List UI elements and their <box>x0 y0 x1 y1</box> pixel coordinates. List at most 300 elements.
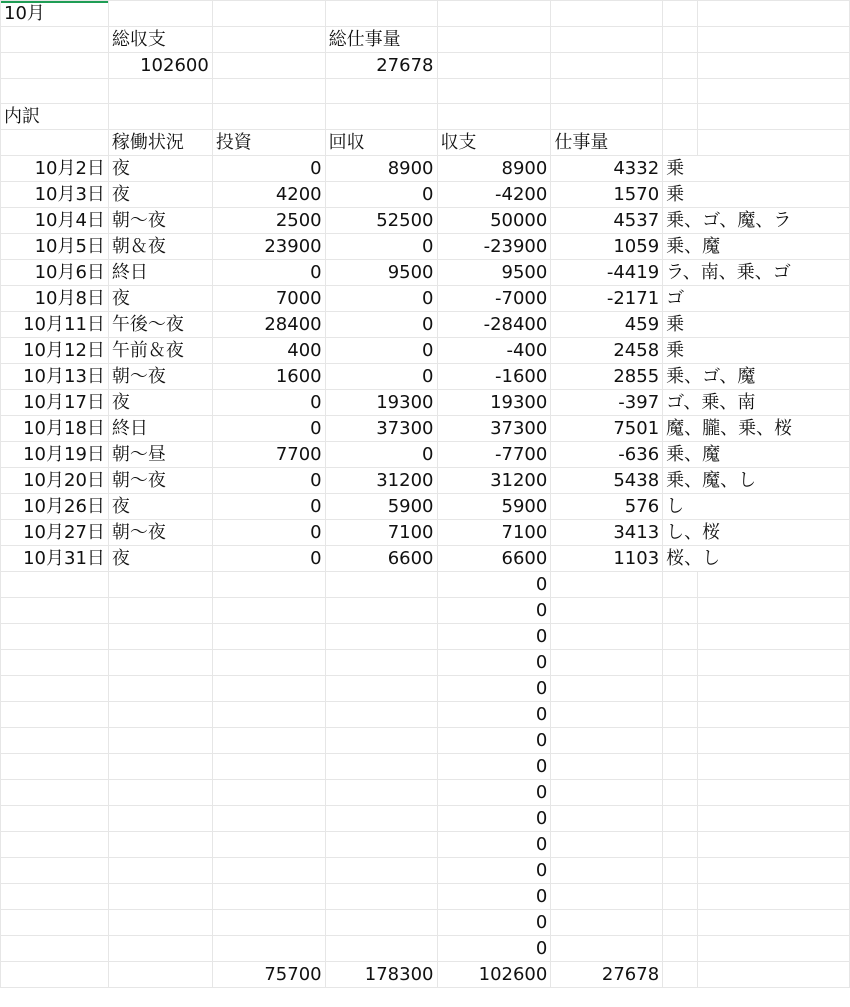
empty-cell[interactable] <box>698 806 850 832</box>
cell-balance[interactable]: 19300 <box>437 390 551 416</box>
empty-cell[interactable] <box>663 884 698 910</box>
cell-note[interactable]: し、桜 <box>663 520 850 546</box>
cell-recover[interactable]: 0 <box>325 312 437 338</box>
cell-balance[interactable]: 37300 <box>437 416 551 442</box>
cell-balance[interactable]: 0 <box>437 754 551 780</box>
total-balance-label[interactable]: 総収支 <box>108 27 212 53</box>
empty-cell[interactable] <box>212 910 325 936</box>
empty-cell[interactable] <box>698 130 850 156</box>
table-row <box>1 468 850 494</box>
cell-work[interactable]: 2458 <box>551 338 663 364</box>
empty-cell[interactable] <box>1 130 109 156</box>
empty-cell[interactable] <box>325 858 437 884</box>
cell-status[interactable]: 夜 <box>108 390 212 416</box>
cell-work[interactable]: 7501 <box>551 416 663 442</box>
empty-cell[interactable] <box>325 572 437 598</box>
cell-note[interactable]: 乗、魔 <box>663 234 850 260</box>
empty-cell[interactable] <box>1 858 109 884</box>
empty-cell[interactable] <box>551 1 663 27</box>
cell-recover[interactable]: 8900 <box>325 156 437 182</box>
cell-invest[interactable]: 0 <box>212 520 325 546</box>
cell-work[interactable]: 1059 <box>551 234 663 260</box>
empty-cell[interactable] <box>551 936 663 962</box>
empty-cell[interactable] <box>551 598 663 624</box>
cell-work[interactable]: 3413 <box>551 520 663 546</box>
cell-balance[interactable]: 7100 <box>437 520 551 546</box>
empty-cell[interactable] <box>663 624 698 650</box>
empty-cell[interactable] <box>663 650 698 676</box>
empty-cell[interactable] <box>437 79 551 104</box>
empty-cell[interactable] <box>437 53 551 79</box>
empty-cell[interactable] <box>698 936 850 962</box>
total-balance[interactable]: 102600 <box>437 962 551 988</box>
empty-cell[interactable] <box>663 1 698 27</box>
empty-cell[interactable] <box>1 650 109 676</box>
cell-balance[interactable]: 5900 <box>437 494 551 520</box>
empty-cell[interactable] <box>325 728 437 754</box>
cell-balance[interactable]: 0 <box>437 780 551 806</box>
cell-note[interactable]: 乗、魔 <box>663 442 850 468</box>
empty-cell[interactable] <box>108 884 212 910</box>
cell-date[interactable]: 10月3日 <box>1 182 109 208</box>
empty-cell[interactable] <box>551 832 663 858</box>
cell-work[interactable]: 576 <box>551 494 663 520</box>
empty-cell[interactable] <box>325 754 437 780</box>
cell-status[interactable]: 朝〜夜 <box>108 208 212 234</box>
cell-date[interactable]: 10月4日 <box>1 208 109 234</box>
empty-cell[interactable] <box>698 572 850 598</box>
empty-cell[interactable] <box>551 806 663 832</box>
empty-cell[interactable] <box>437 27 551 53</box>
cell-date[interactable]: 10月26日 <box>1 494 109 520</box>
header-recover[interactable]: 回収 <box>325 130 437 156</box>
cell-recover[interactable]: 0 <box>325 338 437 364</box>
empty-cell[interactable] <box>108 806 212 832</box>
cell-balance[interactable]: 50000 <box>437 208 551 234</box>
cell-recover[interactable]: 0 <box>325 442 437 468</box>
empty-cell[interactable] <box>437 104 551 130</box>
cell-note[interactable]: ゴ <box>663 286 850 312</box>
empty-cell[interactable] <box>212 858 325 884</box>
empty-cell[interactable] <box>108 910 212 936</box>
empty-cell[interactable] <box>212 728 325 754</box>
empty-cell[interactable] <box>663 858 698 884</box>
empty-cell[interactable] <box>1 598 109 624</box>
breakdown-label[interactable]: 内訳 <box>1 104 109 130</box>
cell-balance[interactable]: 0 <box>437 702 551 728</box>
empty-cell[interactable] <box>698 624 850 650</box>
cell-balance[interactable]: -28400 <box>437 312 551 338</box>
cell-recover[interactable]: 52500 <box>325 208 437 234</box>
cell-status[interactable]: 朝＆夜 <box>108 234 212 260</box>
empty-cell[interactable] <box>325 624 437 650</box>
cell-date[interactable]: 10月2日 <box>1 156 109 182</box>
cell-status[interactable]: 夜 <box>108 156 212 182</box>
empty-cell[interactable] <box>325 780 437 806</box>
cell-note[interactable]: 乗、ゴ、魔 <box>663 364 850 390</box>
cell-work[interactable]: 459 <box>551 312 663 338</box>
cell-recover[interactable]: 0 <box>325 286 437 312</box>
empty-cell[interactable] <box>551 104 663 130</box>
cell-date[interactable]: 10月8日 <box>1 286 109 312</box>
empty-cell[interactable] <box>663 598 698 624</box>
empty-cell[interactable] <box>698 728 850 754</box>
cell-recover[interactable]: 6600 <box>325 546 437 572</box>
cell-invest[interactable]: 7000 <box>212 286 325 312</box>
cell-invest[interactable]: 7700 <box>212 442 325 468</box>
empty-cell[interactable] <box>698 832 850 858</box>
cell-recover[interactable]: 0 <box>325 234 437 260</box>
empty-cell[interactable] <box>698 858 850 884</box>
cell-invest[interactable]: 1600 <box>212 364 325 390</box>
cell-work[interactable]: 2855 <box>551 364 663 390</box>
table-row <box>1 806 850 832</box>
cell-month[interactable]: 10月 <box>1 1 109 27</box>
empty-cell[interactable] <box>698 962 850 988</box>
empty-cell[interactable] <box>212 572 325 598</box>
cell-note[interactable]: 乗、ゴ、魔、ラ <box>663 208 850 234</box>
table-row <box>1 884 850 910</box>
cell-recover[interactable]: 9500 <box>325 260 437 286</box>
cell-status[interactable]: 午前＆夜 <box>108 338 212 364</box>
cell-invest[interactable]: 0 <box>212 546 325 572</box>
cell-status[interactable]: 朝〜昼 <box>108 442 212 468</box>
empty-cell[interactable] <box>663 53 698 79</box>
cell-balance[interactable]: 0 <box>437 884 551 910</box>
empty-cell[interactable] <box>551 650 663 676</box>
empty-cell[interactable] <box>212 104 325 130</box>
cell-recover[interactable]: 7100 <box>325 520 437 546</box>
cell-invest[interactable]: 4200 <box>212 182 325 208</box>
empty-cell[interactable] <box>663 27 698 53</box>
empty-cell[interactable] <box>325 702 437 728</box>
summary-value-row <box>1 53 850 79</box>
cell-balance[interactable]: -23900 <box>437 234 551 260</box>
empty-cell[interactable] <box>325 676 437 702</box>
empty-cell[interactable] <box>108 79 212 104</box>
cell-note[interactable]: 乗 <box>663 312 850 338</box>
empty-cell[interactable] <box>325 936 437 962</box>
empty-cell[interactable] <box>212 832 325 858</box>
empty-cell[interactable] <box>325 832 437 858</box>
cell-status[interactable]: 朝〜夜 <box>108 364 212 390</box>
table-row <box>1 832 850 858</box>
empty-cell[interactable] <box>108 702 212 728</box>
cell-date[interactable]: 10月18日 <box>1 416 109 442</box>
empty-cell[interactable] <box>551 624 663 650</box>
cell-recover[interactable]: 0 <box>325 364 437 390</box>
empty-cell[interactable] <box>212 53 325 79</box>
empty-cell[interactable] <box>663 806 698 832</box>
cell-recover[interactable]: 37300 <box>325 416 437 442</box>
cell-invest[interactable]: 0 <box>212 468 325 494</box>
empty-cell[interactable] <box>1 884 109 910</box>
cell-recover[interactable]: 5900 <box>325 494 437 520</box>
empty-cell[interactable] <box>663 832 698 858</box>
empty-cell[interactable] <box>698 910 850 936</box>
empty-cell[interactable] <box>698 754 850 780</box>
empty-cell[interactable] <box>1 962 109 988</box>
cell-invest[interactable]: 0 <box>212 416 325 442</box>
cell-work[interactable]: 1570 <box>551 182 663 208</box>
cell-status[interactable]: 終日 <box>108 260 212 286</box>
cell-status[interactable]: 朝〜夜 <box>108 520 212 546</box>
empty-cell[interactable] <box>108 624 212 650</box>
cell-date[interactable]: 10月20日 <box>1 468 109 494</box>
cell-balance[interactable]: 0 <box>437 910 551 936</box>
cell-balance[interactable]: 0 <box>437 676 551 702</box>
empty-cell[interactable] <box>551 780 663 806</box>
totals-row <box>1 962 850 988</box>
empty-cell[interactable] <box>1 702 109 728</box>
cell-note[interactable]: 乗 <box>663 156 850 182</box>
empty-cell[interactable] <box>1 806 109 832</box>
empty-cell[interactable] <box>212 780 325 806</box>
cell-invest[interactable]: 28400 <box>212 312 325 338</box>
cell-balance[interactable]: 6600 <box>437 546 551 572</box>
empty-cell[interactable] <box>325 806 437 832</box>
empty-cell[interactable] <box>698 53 850 79</box>
cell-note[interactable]: ゴ、乗、南 <box>663 390 850 416</box>
cell-note[interactable]: 乗 <box>663 182 850 208</box>
cell-balance[interactable]: -7000 <box>437 286 551 312</box>
empty-cell[interactable] <box>1 832 109 858</box>
cell-date[interactable]: 10月6日 <box>1 260 109 286</box>
cell-invest[interactable]: 0 <box>212 260 325 286</box>
header-work[interactable]: 仕事量 <box>551 130 663 156</box>
empty-cell[interactable] <box>1 27 109 53</box>
empty-cell[interactable] <box>551 53 663 79</box>
cell-work[interactable]: 1103 <box>551 546 663 572</box>
empty-cell[interactable] <box>212 598 325 624</box>
empty-cell[interactable] <box>1 624 109 650</box>
empty-cell[interactable] <box>325 650 437 676</box>
cell-balance[interactable]: 0 <box>437 832 551 858</box>
empty-cell[interactable] <box>663 780 698 806</box>
cell-status[interactable]: 午後〜夜 <box>108 312 212 338</box>
empty-cell[interactable] <box>108 754 212 780</box>
empty-cell[interactable] <box>663 728 698 754</box>
cell-balance[interactable]: 8900 <box>437 156 551 182</box>
cell-status[interactable]: 終日 <box>108 416 212 442</box>
cell-invest[interactable]: 23900 <box>212 234 325 260</box>
empty-cell[interactable] <box>1 936 109 962</box>
empty-cell[interactable] <box>551 676 663 702</box>
total-invest[interactable]: 75700 <box>212 962 325 988</box>
cell-date[interactable]: 10月11日 <box>1 312 109 338</box>
table-row <box>1 650 850 676</box>
empty-cell[interactable] <box>698 79 850 104</box>
empty-cell[interactable] <box>108 962 212 988</box>
empty-cell[interactable] <box>663 936 698 962</box>
cell-balance[interactable]: 0 <box>437 572 551 598</box>
empty-cell[interactable] <box>437 1 551 27</box>
cell-recover[interactable]: 0 <box>325 182 437 208</box>
cell-work[interactable]: -397 <box>551 390 663 416</box>
empty-cell[interactable] <box>663 130 698 156</box>
total-work[interactable]: 27678 <box>551 962 663 988</box>
empty-cell[interactable] <box>551 702 663 728</box>
table-row <box>1 858 850 884</box>
cell-date[interactable]: 10月31日 <box>1 546 109 572</box>
cell-recover[interactable]: 19300 <box>325 390 437 416</box>
cell-balance[interactable]: -1600 <box>437 364 551 390</box>
empty-cell[interactable] <box>108 572 212 598</box>
empty-cell[interactable] <box>108 676 212 702</box>
cell-note[interactable]: 桜、し <box>663 546 850 572</box>
empty-cell[interactable] <box>551 572 663 598</box>
empty-cell[interactable] <box>698 676 850 702</box>
cell-work[interactable]: 4332 <box>551 156 663 182</box>
empty-cell[interactable] <box>212 936 325 962</box>
table-row <box>1 936 850 962</box>
empty-cell[interactable] <box>698 104 850 130</box>
cell-status[interactable]: 夜 <box>108 286 212 312</box>
empty-cell[interactable] <box>663 676 698 702</box>
empty-cell[interactable] <box>698 27 850 53</box>
empty-cell[interactable] <box>212 676 325 702</box>
empty-cell[interactable] <box>108 936 212 962</box>
empty-cell[interactable] <box>212 624 325 650</box>
cell-note[interactable]: 乗 <box>663 338 850 364</box>
empty-cell[interactable] <box>1 79 109 104</box>
empty-cell[interactable] <box>108 832 212 858</box>
empty-cell[interactable] <box>325 598 437 624</box>
empty-cell[interactable] <box>663 572 698 598</box>
cell-balance[interactable]: 0 <box>437 806 551 832</box>
empty-cell[interactable] <box>663 754 698 780</box>
cell-date[interactable]: 10月17日 <box>1 390 109 416</box>
empty-cell[interactable] <box>325 910 437 936</box>
empty-cell[interactable] <box>698 598 850 624</box>
cell-invest[interactable]: 0 <box>212 494 325 520</box>
empty-cell[interactable] <box>108 1 212 27</box>
cell-balance[interactable]: 31200 <box>437 468 551 494</box>
empty-cell[interactable] <box>325 79 437 104</box>
empty-cell[interactable] <box>551 728 663 754</box>
empty-cell[interactable] <box>698 702 850 728</box>
table-row <box>1 208 850 234</box>
empty-cell[interactable] <box>1 780 109 806</box>
cell-invest[interactable]: 400 <box>212 338 325 364</box>
cell-date[interactable]: 10月5日 <box>1 234 109 260</box>
empty-cell[interactable] <box>1 728 109 754</box>
cell-invest[interactable]: 0 <box>212 390 325 416</box>
empty-cell[interactable] <box>663 104 698 130</box>
empty-cell[interactable] <box>663 962 698 988</box>
cell-balance[interactable]: 0 <box>437 598 551 624</box>
cell-date[interactable]: 10月27日 <box>1 520 109 546</box>
cell-status[interactable]: 朝〜夜 <box>108 468 212 494</box>
cell-note[interactable]: し <box>663 494 850 520</box>
total-recover[interactable]: 178300 <box>325 962 437 988</box>
empty-cell[interactable] <box>1 53 109 79</box>
empty-cell[interactable] <box>698 780 850 806</box>
cell-balance[interactable]: 9500 <box>437 260 551 286</box>
empty-cell[interactable] <box>1 572 109 598</box>
cell-status[interactable]: 夜 <box>108 546 212 572</box>
empty-cell[interactable] <box>325 884 437 910</box>
empty-cell[interactable] <box>1 910 109 936</box>
empty-cell[interactable] <box>108 104 212 130</box>
empty-cell[interactable] <box>108 650 212 676</box>
empty-cell[interactable] <box>663 702 698 728</box>
cell-balance[interactable]: 0 <box>437 650 551 676</box>
empty-cell[interactable] <box>212 27 325 53</box>
empty-cell[interactable] <box>1 676 109 702</box>
cell-recover[interactable]: 31200 <box>325 468 437 494</box>
empty-cell[interactable] <box>108 858 212 884</box>
cell-status[interactable]: 夜 <box>108 494 212 520</box>
cell-work[interactable]: 4537 <box>551 208 663 234</box>
cell-note[interactable]: 魔、朧、乗、桜 <box>663 416 850 442</box>
cell-invest[interactable]: 0 <box>212 156 325 182</box>
empty-cell[interactable] <box>325 1 437 27</box>
header-balance[interactable]: 収支 <box>437 130 551 156</box>
empty-cell[interactable] <box>1 754 109 780</box>
cell-balance[interactable]: -7700 <box>437 442 551 468</box>
cell-work[interactable]: 5438 <box>551 468 663 494</box>
cell-work[interactable]: -636 <box>551 442 663 468</box>
empty-cell[interactable] <box>212 702 325 728</box>
empty-cell[interactable] <box>212 806 325 832</box>
cell-balance[interactable]: -4200 <box>437 182 551 208</box>
empty-cell[interactable] <box>325 104 437 130</box>
cell-work[interactable]: -4419 <box>551 260 663 286</box>
empty-cell[interactable] <box>551 27 663 53</box>
empty-cell[interactable] <box>212 884 325 910</box>
cell-note[interactable]: 乗、魔、し <box>663 468 850 494</box>
empty-cell[interactable] <box>212 1 325 27</box>
empty-cell[interactable] <box>663 910 698 936</box>
table-row <box>1 390 850 416</box>
empty-cell[interactable] <box>663 79 698 104</box>
empty-cell[interactable] <box>698 1 850 27</box>
cell-balance[interactable]: 0 <box>437 858 551 884</box>
cell-balance[interactable]: 0 <box>437 936 551 962</box>
empty-cell[interactable] <box>108 780 212 806</box>
total-work-label[interactable]: 総仕事量 <box>325 27 437 53</box>
table-row <box>1 754 850 780</box>
cell-invest[interactable]: 2500 <box>212 208 325 234</box>
cell-note[interactable]: ラ、南、乗、ゴ <box>663 260 850 286</box>
empty-cell[interactable] <box>551 884 663 910</box>
empty-cell[interactable] <box>551 858 663 884</box>
empty-cell[interactable] <box>212 754 325 780</box>
empty-cell[interactable] <box>212 650 325 676</box>
empty-cell[interactable] <box>108 598 212 624</box>
header-status[interactable]: 稼働状況 <box>108 130 212 156</box>
empty-cell[interactable] <box>212 79 325 104</box>
cell-date[interactable]: 10月13日 <box>1 364 109 390</box>
empty-cell[interactable] <box>551 79 663 104</box>
cell-status[interactable]: 夜 <box>108 182 212 208</box>
empty-cell[interactable] <box>551 754 663 780</box>
empty-cell[interactable] <box>698 884 850 910</box>
cell-date[interactable]: 10月12日 <box>1 338 109 364</box>
total-work-value[interactable]: 27678 <box>325 53 437 79</box>
cell-balance[interactable]: -400 <box>437 338 551 364</box>
empty-cell[interactable] <box>108 728 212 754</box>
total-balance-value[interactable]: 102600 <box>108 53 212 79</box>
header-invest[interactable]: 投資 <box>212 130 325 156</box>
empty-cell[interactable] <box>698 650 850 676</box>
cell-balance[interactable]: 0 <box>437 624 551 650</box>
empty-cell[interactable] <box>551 910 663 936</box>
cell-date[interactable]: 10月19日 <box>1 442 109 468</box>
cell-balance[interactable]: 0 <box>437 728 551 754</box>
cell-work[interactable]: -2171 <box>551 286 663 312</box>
